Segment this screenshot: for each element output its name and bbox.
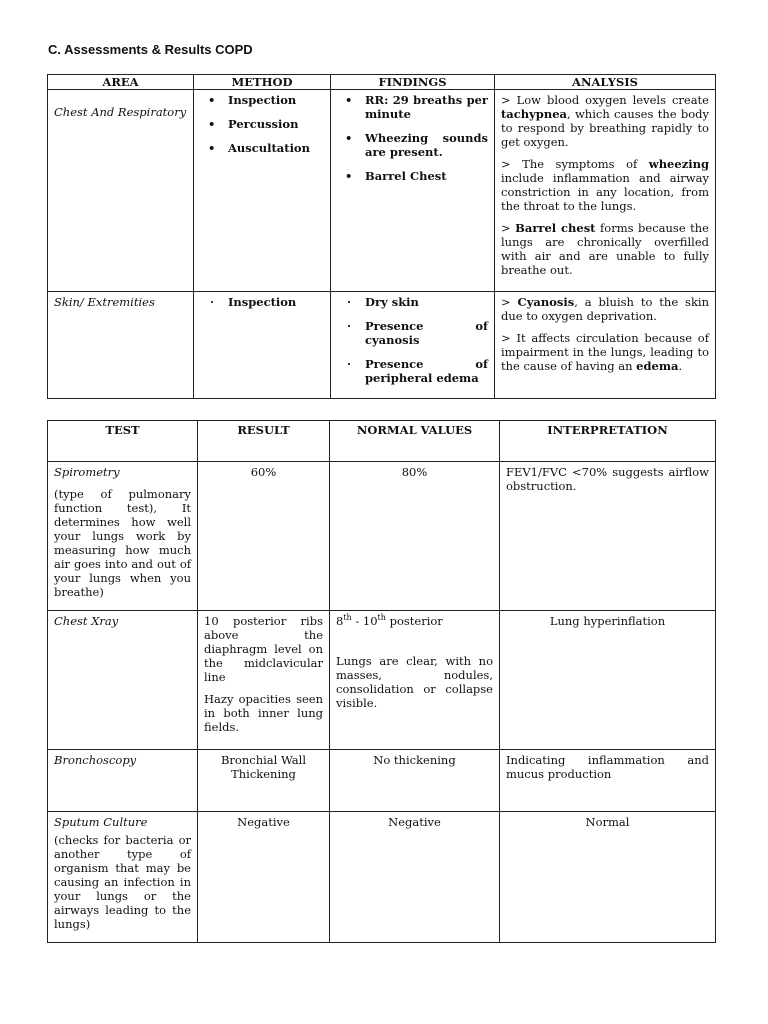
normal-cell	[330, 611, 500, 750]
result-cell: 60%	[198, 462, 330, 611]
header-normal-values: NORMAL VALUES	[330, 421, 500, 462]
header-result: RESULT	[198, 421, 330, 462]
header-test: TEST	[48, 421, 198, 462]
list-item: • Wheezing sounds are present.	[345, 131, 488, 159]
test-cell	[48, 462, 198, 611]
interpretation-cell: FEV1/FVC <70% suggests airflow obstruction.	[500, 462, 716, 611]
list-item: • Barrel Chest	[345, 169, 447, 183]
test-note: (checks for bacteria or another type of organism that may be causing an infection in your lungs or the airways leading to the lungs)	[54, 833, 191, 931]
result-cell	[198, 611, 330, 750]
result-cell: Negative	[198, 812, 330, 943]
findings-cell	[331, 90, 495, 292]
page-title: C. Assessments & Results COPD	[48, 42, 253, 57]
results-table	[47, 420, 716, 943]
list-item: · Presence of peripheral edema	[347, 357, 488, 385]
header-analysis: ANALYSIS	[495, 75, 716, 90]
assessment-header-row	[48, 75, 716, 90]
list-item: • Auscultation	[208, 141, 310, 155]
analysis-paragraph: > It affects circulation because of impairment in the lungs, leading to the cause of having an edema.	[501, 331, 709, 373]
test-name: Spirometry	[54, 465, 120, 479]
findings-cell	[331, 292, 495, 399]
header-findings: FINDINGS	[331, 75, 495, 90]
method-cell	[194, 292, 331, 399]
table-row	[48, 90, 716, 292]
analysis-paragraph: > Barrel chest forms because the lungs are chronically overfilled with air and are unable to fully breathe out.	[501, 221, 709, 277]
table-row	[48, 812, 716, 943]
analysis-paragraph: > Cyanosis, a bluish to the skin due to oxygen deprivation.	[501, 295, 709, 323]
method-cell	[194, 90, 331, 292]
analysis-paragraph: > Low blood oxygen levels create tachypnea, which causes the body to respond by breathing rapidly to get oxygen.	[501, 93, 709, 149]
interpretation-cell: Normal	[500, 812, 716, 943]
header-area: AREA	[48, 75, 194, 90]
result-line: 10 posterior ribs above the diaphragm level on the midclavicular line	[204, 614, 323, 684]
normal-line: 8th - 10th posterior	[336, 613, 443, 628]
list-item: · Inspection	[210, 295, 297, 309]
normal-cell: No thickening	[330, 750, 500, 812]
test-cell: Chest Xray	[48, 611, 198, 750]
test-name: Sputum Culture	[54, 815, 148, 829]
test-cell: Bronchoscopy	[48, 750, 198, 812]
table-row	[48, 462, 716, 611]
analysis-cell	[495, 292, 716, 399]
area-cell: Chest And Respiratory	[48, 90, 194, 292]
analysis-paragraph: > The symptoms of wheezing include inflammation and airway constriction in any location, from the throat to the lungs.	[501, 157, 709, 213]
result-cell: Bronchial Wall Thickening	[198, 750, 330, 812]
table-row	[48, 611, 716, 750]
table-row	[48, 750, 716, 812]
header-interpretation: INTERPRETATION	[500, 421, 716, 462]
list-item: • Inspection	[208, 93, 297, 107]
result-line: Hazy opacities seen in both inner lung fields.	[204, 692, 323, 734]
test-cell	[48, 812, 198, 943]
assessment-table	[47, 74, 716, 399]
analysis-cell	[495, 90, 716, 292]
interpretation-cell: Lung hyperinflation	[500, 611, 716, 750]
header-method: METHOD	[194, 75, 331, 90]
normal-cell: Negative	[330, 812, 500, 943]
list-item: • RR: 29 breaths per minute	[345, 93, 488, 121]
table-row	[48, 292, 716, 399]
area-cell: Skin/ Extremities	[48, 292, 194, 399]
list-item: · Presence of cyanosis	[347, 319, 488, 347]
normal-line: Lungs are clear, with no masses, nodules, consolidation or collapse visible.	[336, 654, 493, 710]
normal-cell: 80%	[330, 462, 500, 611]
list-item: • Percussion	[208, 117, 299, 131]
list-item: · Dry skin	[347, 295, 419, 309]
interpretation-cell: Indicating inflammation and mucus production	[500, 750, 716, 812]
test-note: (type of pulmonary function test), It determines how well your lungs work by measuring how much air goes into and out of your lungs when you breathe)	[54, 487, 191, 599]
results-header-row	[48, 421, 716, 462]
